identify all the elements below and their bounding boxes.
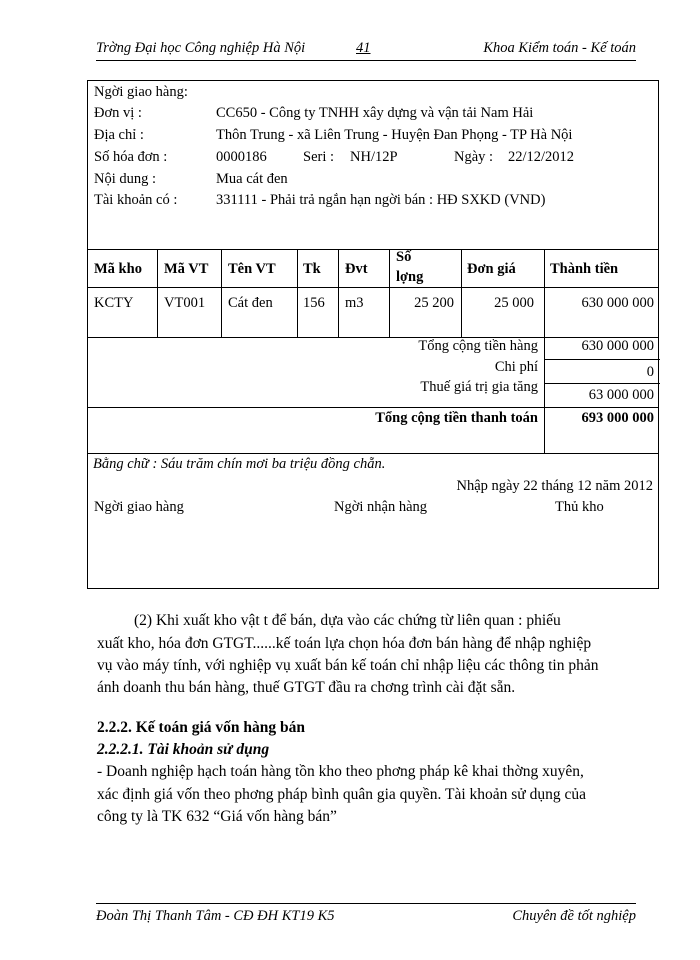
para1-line4: ánh doanh thu bán hàng, thuế GTGT đầu ra chơng trình cài đặt sẵn. <box>97 679 516 696</box>
cell-so-luong: 25 200 <box>414 295 454 311</box>
signature-receiver: Ngời nhận hàng <box>334 499 428 515</box>
col-header-ma-vt: Mã VT <box>164 261 209 277</box>
total-label: Tổng cộng tiền thanh toán <box>375 410 538 426</box>
subtotal-value: 630 000 000 <box>581 338 654 354</box>
para1-line3: vụ vào máy tính, với nghiệp vụ xuất bán kế toán chỉ nhập liệu các thông tin phản <box>97 657 599 674</box>
cell-ten-vt: Cát đen <box>228 295 273 311</box>
cell-ma-kho: KCTY <box>94 295 134 311</box>
vat-value: 63 000 000 <box>588 387 654 403</box>
cost-value: 0 <box>646 364 654 380</box>
content-label: Nội dung : <box>94 171 157 187</box>
address-label: Địa chỉ : <box>94 127 144 143</box>
content-value: Mua cát đen <box>216 171 288 187</box>
vat-label: Thuế giá trị gia tăng <box>420 379 538 395</box>
table-header-border <box>88 287 658 288</box>
para1-line1: (2) Khi xuất kho vật t để bán, dựa vào các chứng từ liên quan : phiếu <box>134 612 561 629</box>
col-header-don-gia: Đơn giá <box>467 261 516 277</box>
header-faculty: Khoa Kiểm toán - Kế toán <box>483 40 636 56</box>
page-footer <box>96 903 636 926</box>
credit-label: Tài khoản có : <box>94 192 178 208</box>
para2-line2: xác định giá vốn theo phơng pháp bình quân gia quyền. Tài khoản sử dụng của <box>97 786 586 803</box>
page-header <box>96 38 636 61</box>
date-value: 22/12/2012 <box>508 149 575 165</box>
receipt-voucher <box>87 80 659 589</box>
total-value: 693 000 000 <box>581 410 654 426</box>
col-header-ten-vt: Tên VT <box>228 261 276 277</box>
unit-value: CC650 - Công ty TNHH xây dựng và vận tải Nam Hải <box>216 105 534 121</box>
col-header-tk: Tk <box>303 261 321 277</box>
col-header-so-luong-2: lợng <box>396 269 424 285</box>
header-school: Trờng Đại học Công nghiệp Hà Nội <box>96 40 306 56</box>
credit-value: 331111 - Phải trả ngắn hạn ngời bán : HĐ SXKD (VND) <box>216 192 546 208</box>
signature-storekeeper: Thủ kho <box>555 499 604 515</box>
cost-label: Chi phí <box>494 359 538 375</box>
unit-label: Đơn vị : <box>94 105 142 121</box>
cell-don-gia: 25 000 <box>494 295 534 311</box>
serial-value: NH/12P <box>350 149 398 165</box>
totals-divider <box>88 407 658 408</box>
col-header-dvt: Đvt <box>345 261 368 277</box>
col-header-ma-kho: Mã kho <box>94 261 142 277</box>
date-label: Ngày : <box>454 149 494 165</box>
cell-dvt: m3 <box>345 295 364 311</box>
para1-line2: xuất kho, hóa đơn GTGT......kế toán lựa chọn hóa đơn bán hàng để nhập nghiệp <box>97 635 592 652</box>
heading-2-2-2: 2.2.2. Kế toán giá vốn hàng bán <box>97 719 306 736</box>
address-value: Thôn Trung - xã Liên Trung - Huyện Đan Phọng - TP Hà Nội <box>216 127 573 143</box>
import-date: Nhập ngày 22 tháng 12 năm 2012 <box>456 478 653 494</box>
cell-ma-vt: VT001 <box>164 295 206 311</box>
amount-in-words: Bằng chữ : Sáu trăm chín mơi ba triệu đồng chẵn. <box>93 456 386 472</box>
invoice-value: 0000186 <box>216 149 267 165</box>
para2-line1: - Doanh nghiệp hạch toán hàng tồn kho theo phơng pháp kê khai thờng xuyên, <box>97 763 584 780</box>
cell-tk: 156 <box>303 295 325 311</box>
serial-label: Seri : <box>303 149 335 165</box>
cell-thanh-tien: 630 000 000 <box>581 295 654 311</box>
signature-deliverer: Ngời giao hàng <box>94 499 184 515</box>
col-header-so-luong-1: Số <box>396 249 412 265</box>
deliverer-label: Ngời giao hàng: <box>94 84 188 100</box>
heading-2-2-2-1: 2.2.2.1. Tài khoản sử dụng <box>97 741 270 758</box>
para2-line3: công ty là TK 632 “Giá vốn hàng bán” <box>97 808 337 825</box>
footer-author: Đoàn Thị Thanh Tâm - CĐ ĐH KT19 K5 <box>96 908 335 924</box>
col-header-thanh-tien: Thành tiền <box>550 261 619 277</box>
page-number: 41 <box>356 40 371 56</box>
footer-title: Chuyên đề tốt nghiệp <box>512 908 636 924</box>
table-top-border <box>88 249 658 250</box>
invoice-label: Số hóa đơn : <box>94 149 168 165</box>
totals-bottom-border <box>88 453 658 454</box>
subtotal-label: Tổng cộng tiền hàng <box>418 338 538 354</box>
